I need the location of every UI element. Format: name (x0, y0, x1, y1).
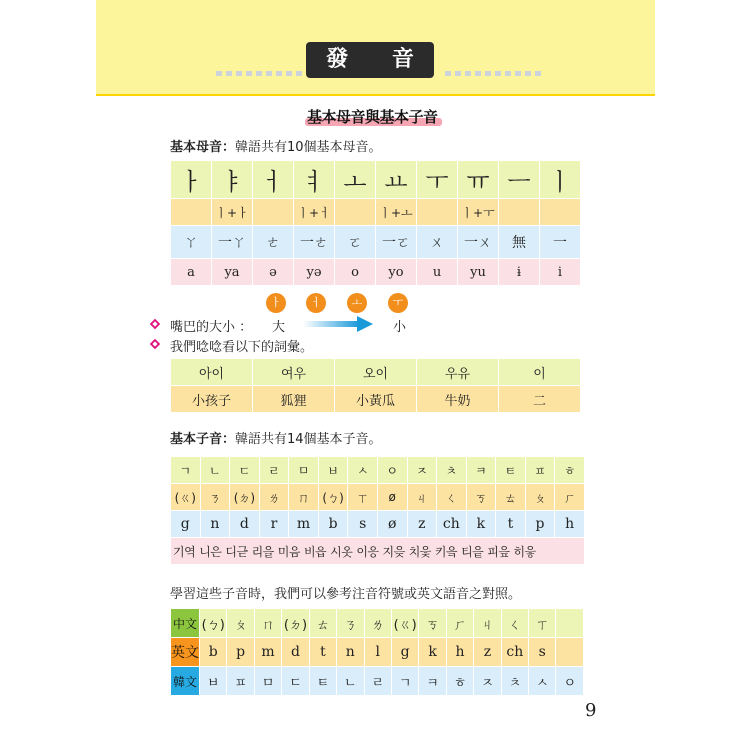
table-cell: ㅁ (254, 667, 281, 696)
table-cell: 아이 (171, 359, 253, 386)
table-cell: ㅛ (376, 161, 417, 199)
consonant-name: 히읗 (513, 544, 536, 559)
table-cell (556, 609, 584, 638)
consonant-letter-row (171, 457, 585, 484)
table-cell: m (254, 638, 281, 667)
vowel-heading-text: 韓語共有10個基本母音。 (235, 140, 382, 155)
table-cell: ㅑ (212, 161, 253, 199)
table-cell: ㄏ (446, 609, 473, 638)
vowel-heading-label: 基本母音： (170, 140, 236, 155)
table-cell: 이 (499, 359, 581, 386)
table-cell: ㅋ (419, 667, 446, 696)
table-cell: z (407, 511, 437, 538)
table-cell: ㅗ (335, 161, 376, 199)
table-cell: ㅈ (474, 667, 501, 696)
vowel-heading (170, 136, 382, 155)
table-cell: t (309, 638, 336, 667)
vowel-roman-row (171, 259, 581, 286)
table-cell: ㄐ (407, 484, 437, 511)
table-cell: ㄹ (364, 667, 391, 696)
page-title: 發 音 (306, 42, 434, 78)
table-cell: ㅎ (446, 667, 473, 696)
table-cell: ㄒ (348, 484, 378, 511)
table-cell: ya (212, 259, 253, 286)
table-cell: d (230, 511, 260, 538)
table-cell: ㅏ (171, 161, 212, 199)
table-cell: 一 (540, 226, 581, 259)
table-cell: (ㄍ) (391, 609, 418, 638)
consonant-name: 기역 (173, 544, 196, 559)
table-cell: b (318, 511, 348, 538)
vowel-compose-row (171, 199, 581, 226)
table-cell: ㄊ (309, 609, 336, 638)
table-cell: ㅅ (529, 667, 556, 696)
table-cell: (ㄉ) (230, 484, 260, 511)
table-cell: ㅇ (377, 457, 407, 484)
consonant-name: 치읓 (408, 544, 431, 559)
table-cell: n (337, 638, 364, 667)
table-cell: p (227, 638, 254, 667)
consonant-name: 시옷 (330, 544, 353, 559)
table-cell: k (419, 638, 446, 667)
table-cell: p (525, 511, 555, 538)
consonant-zhuyin-row (171, 484, 585, 511)
table-cell: ㅎ (555, 457, 585, 484)
table-cell: ㄜ (253, 226, 294, 259)
table-cell: u (417, 259, 458, 286)
vowel-letter-row (171, 161, 581, 199)
table-cell: ㄴ (337, 667, 364, 696)
consonant-heading (170, 428, 382, 447)
table-cell: ㄚ (171, 226, 212, 259)
table-cell: ㄷ (230, 457, 260, 484)
vocab-instruction: 我們唸唸看以下的詞彙。 (170, 340, 314, 355)
table-cell: b (200, 638, 227, 667)
arrow-right-icon (303, 316, 373, 332)
consonant-name: 키읔 (434, 544, 458, 559)
table-cell: ㅓ (253, 161, 294, 199)
table-cell: (ㄉ) (282, 609, 309, 638)
table-cell: ㅣ+ㅓ (294, 199, 335, 226)
table-cell: ㄋ (200, 484, 230, 511)
mouth-circle: ㅓ (306, 293, 326, 313)
table-cell: ㄌ (364, 609, 391, 638)
table-cell: (ㄅ) (200, 609, 227, 638)
table-cell: g (171, 511, 201, 538)
consonant-name: 니은 (199, 544, 222, 559)
table-cell: ㄐ (474, 609, 501, 638)
table-cell: 여우 (253, 359, 335, 386)
table-cell: ㅍ (227, 667, 254, 696)
table-cell: 一ㄛ (376, 226, 417, 259)
table-cell: ㄑ (501, 609, 528, 638)
consonant-name: 이응 (356, 544, 379, 559)
table-cell: m (289, 511, 319, 538)
table-cell: yo (376, 259, 417, 286)
table-cell: ㄇ (254, 609, 281, 638)
table-cell: 오이 (335, 359, 417, 386)
table-cell: ㄷ (282, 667, 309, 696)
table-cell: ㅣ+ㅗ (376, 199, 417, 226)
table-cell: ㄎ (419, 609, 446, 638)
consonant-table (170, 456, 585, 565)
table-cell: 牛奶 (417, 386, 499, 413)
table-cell: ㅂ (318, 457, 348, 484)
dotted-divider-right (445, 71, 541, 77)
table-cell: ㄴ (200, 457, 230, 484)
table-cell: ㅌ (309, 667, 336, 696)
table-cell: ㄱ (171, 457, 201, 484)
table-cell: d (282, 638, 309, 667)
table-cell: ㅅ (348, 457, 378, 484)
table-cell (540, 199, 581, 226)
consonant-name: 미음 (277, 544, 300, 559)
table-cell: ㅌ (496, 457, 526, 484)
page-number: 9 (585, 700, 597, 721)
consonant-roman-row (171, 511, 585, 538)
table-cell: (ㄍ) (171, 484, 201, 511)
table-cell: h (446, 638, 473, 667)
table-cell: i (540, 259, 581, 286)
table-cell: ㅊ (437, 457, 467, 484)
diamond-bullet-icon (149, 338, 161, 350)
mouth-small-label: 小 (393, 320, 407, 335)
table-cell: ㅣ+ㅏ (212, 199, 253, 226)
table-cell: ㅊ (501, 667, 528, 696)
table-cell: ㄇ (289, 484, 319, 511)
table-cell: 우유 (417, 359, 499, 386)
table-cell: 一ㄜ (294, 226, 335, 259)
table-cell: ㅈ (407, 457, 437, 484)
table-cell: k (466, 511, 496, 538)
consonant-name: 티읕 (461, 544, 484, 559)
mouth-size-label: 嘴巴的大小 ： (170, 320, 253, 335)
consonant-name: 리을 (251, 544, 274, 559)
table-cell: 二 (499, 386, 581, 413)
consonant-name: 디귿 (225, 544, 248, 559)
compare-english-row (171, 638, 584, 667)
table-cell: g (391, 638, 418, 667)
table-cell (556, 638, 584, 667)
table-cell: ɨ (499, 259, 540, 286)
table-cell: ㄨ (417, 226, 458, 259)
table-cell: ㅕ (294, 161, 335, 199)
mouth-big-label: 大 (272, 320, 286, 335)
table-cell: ㄒ (529, 609, 556, 638)
table-cell: a (171, 259, 212, 286)
table-cell: ㄎ (466, 484, 496, 511)
table-cell: ㅋ (466, 457, 496, 484)
table-cell: ø (377, 484, 407, 511)
consonant-heading-label: 基本子音： (170, 432, 236, 447)
table-cell: ㄆ (227, 609, 254, 638)
table-cell: ㄌ (259, 484, 289, 511)
table-cell: ㄱ (391, 667, 418, 696)
table-cell: ㄹ (259, 457, 289, 484)
comparison-table (170, 608, 584, 696)
table-cell: ㄆ (525, 484, 555, 511)
mouth-circle: ㅜ (388, 293, 408, 313)
compare-korean-row (171, 667, 584, 696)
table-cell (253, 199, 294, 226)
table-cell: r (259, 511, 289, 538)
table-cell: 一ㄚ (212, 226, 253, 259)
table-cell: ə (253, 259, 294, 286)
consonant-name: 지읒 (382, 544, 405, 559)
table-cell: yə (294, 259, 335, 286)
table-cell: o (335, 259, 376, 286)
table-cell: ㅠ (458, 161, 499, 199)
compare-instruction: 學習這些子音時，我們可以參考注音符號或英文語音之對照。 (170, 587, 522, 602)
table-cell: ch (437, 511, 467, 538)
table-cell: z (474, 638, 501, 667)
section-title: 基本母音與基本子音 (307, 108, 438, 126)
table-cell: ch (501, 638, 528, 667)
table-cell: 小黃瓜 (335, 386, 417, 413)
vowel-table (170, 160, 581, 286)
consonant-name: 비읍 (303, 544, 327, 559)
table-cell: (ㄅ) (318, 484, 348, 511)
table-cell: 狐狸 (253, 386, 335, 413)
table-cell (417, 199, 458, 226)
compare-row-label: 韓文 (171, 667, 200, 696)
table-cell: ㅂ (200, 667, 227, 696)
table-cell: h (555, 511, 585, 538)
mouth-circle: ㅏ (266, 293, 286, 313)
dotted-divider-left (216, 71, 302, 77)
diamond-bullet-icon (149, 318, 161, 330)
table-cell (335, 199, 376, 226)
consonant-name-row (171, 538, 585, 565)
compare-row-label: 英文 (171, 638, 200, 667)
mouth-circle: ㅗ (347, 293, 367, 313)
table-cell: ㅜ (417, 161, 458, 199)
compare-chinese-row (171, 609, 584, 638)
table-cell: ㅍ (525, 457, 555, 484)
table-cell: s (348, 511, 378, 538)
table-cell: s (529, 638, 556, 667)
table-cell: ㄏ (555, 484, 585, 511)
table-cell (171, 199, 212, 226)
table-cell: 一ㄨ (458, 226, 499, 259)
table-cell: 小孩子 (171, 386, 253, 413)
table-cell: ㅇ (556, 667, 584, 696)
consonant-names-cell (171, 538, 585, 565)
vowel-zhuyin-row (171, 226, 581, 259)
table-cell: ㅣ (540, 161, 581, 199)
table-cell: ㄑ (437, 484, 467, 511)
table-cell: ㅁ (289, 457, 319, 484)
vocab-chinese-row (171, 386, 581, 413)
header-band-line (96, 94, 655, 96)
compare-row-label: 中文 (171, 609, 200, 638)
table-cell: ㄋ (337, 609, 364, 638)
table-cell (499, 199, 540, 226)
table-cell: 無 (499, 226, 540, 259)
consonant-name: 피읖 (487, 544, 510, 559)
table-cell: ㅣ+ㅜ (458, 199, 499, 226)
vocab-korean-row (171, 359, 581, 386)
table-cell: l (364, 638, 391, 667)
consonant-heading-text: 韓語共有14個基本子音。 (235, 432, 382, 447)
table-cell: ø (377, 511, 407, 538)
table-cell: t (496, 511, 526, 538)
table-cell: yu (458, 259, 499, 286)
table-cell: n (200, 511, 230, 538)
table-cell: ㅡ (499, 161, 540, 199)
table-cell: ㄊ (496, 484, 526, 511)
table-cell: ㄛ (335, 226, 376, 259)
vocab-table (170, 358, 581, 413)
